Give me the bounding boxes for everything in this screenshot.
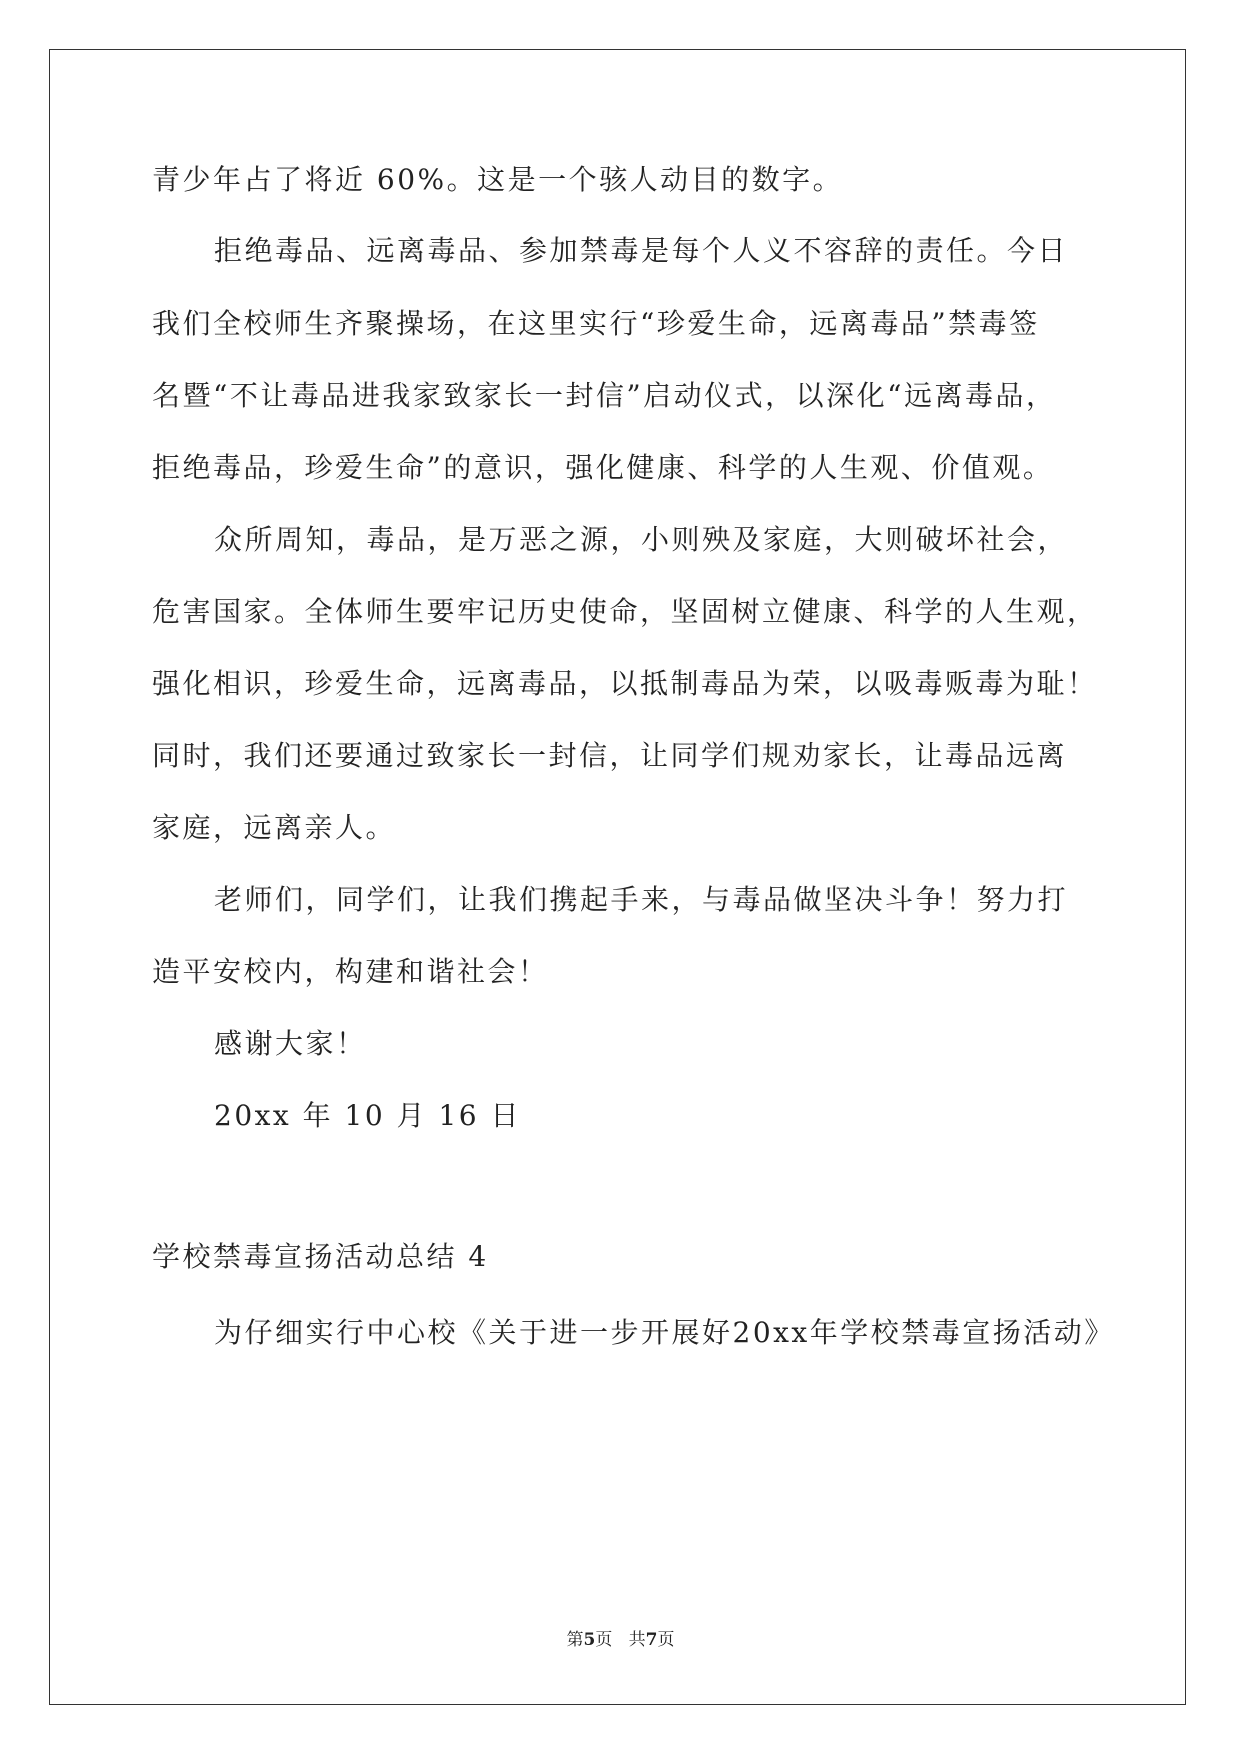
footer-page-suffix: 页 [595,1630,613,1650]
section-heading: 学校禁毒宣扬活动总结 4 [152,1240,489,1273]
page-footer [0,1625,1241,1650]
text-line-16: 为仔细实行中心校《关于进一步开展好20xx年学校禁毒宣扬活动》 [214,1316,1115,1349]
closing-thanks: 感谢大家！ [214,1027,367,1060]
text-line-4: 名暨“不让毒品进我家致家长一封信”启动仪式，以深化“远离毒品， [152,379,1057,412]
text-line-12: 造平安校内，构建和谐社会！ [152,955,549,988]
text-line-2: 拒绝毒品、远离毒品、参加禁毒是每个人义不容辞的责任。今日 [214,234,1069,267]
page-border [49,49,1186,1705]
text-line-6: 众所周知，毒品，是万恶之源，小则殃及家庭，大则破坏社会， [214,523,1069,556]
footer-prefix: 第 [566,1630,584,1650]
text-line-10: 家庭，远离亲人。 [152,811,397,844]
footer-total-suffix: 页 [657,1630,675,1650]
text-line-7: 危害国家。全体师生要牢记历史使命，坚固树立健康、科学的人生观， [152,595,1098,628]
footer-total-pages: 7 [645,1630,658,1650]
text-line-8: 强化相识，珍爱生命，远离毒品，以抵制毒品为荣，以吸毒贩毒为耻！ [152,667,1098,700]
footer-total-prefix: 共 [628,1630,646,1650]
footer-page-number: 5 [583,1630,596,1650]
text-line-5: 拒绝毒品，珍爱生命”的意识，强化健康、科学的人生观、价值观。 [152,451,1054,484]
text-line-9: 同时，我们还要通过致家长一封信，让同学们规劝家长，让毒品远离 [152,739,1068,772]
date-line: 20xx 年 10 月 16 日 [214,1099,521,1132]
text-line-1: 青少年占了将近 60%。这是一个骇人动目的数字。 [152,163,844,196]
text-line-3: 我们全校师生齐聚操场，在这里实行“珍爱生命，远离毒品”禁毒签 [152,307,1040,340]
text-line-11: 老师们，同学们，让我们携起手来，与毒品做坚决斗争！努力打 [214,883,1069,916]
